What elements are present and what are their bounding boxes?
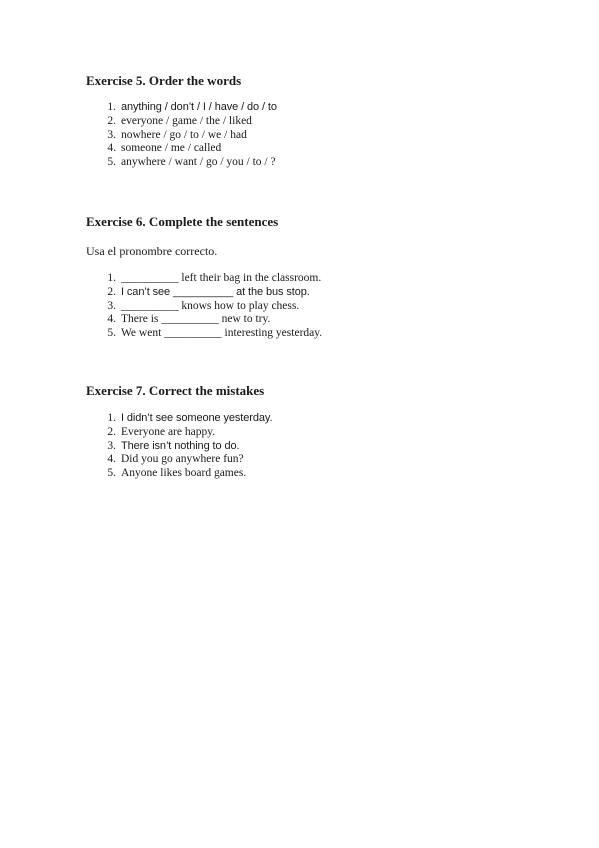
item-number: 1.: [107, 101, 116, 113]
exercise-7-heading: Exercise 7. Correct the mistakes: [86, 383, 265, 398]
item-number: 4.: [107, 453, 116, 466]
item-number: 2.: [107, 114, 116, 127]
item-number: 2.: [107, 285, 116, 298]
exercise-6-heading: Exercise 6. Complete the sentences: [86, 214, 279, 229]
item-text: nowhere / go / to / we / had: [121, 128, 247, 141]
item-text: everyone / game / the / liked: [121, 114, 252, 127]
item-text: someone / me / called: [121, 142, 222, 155]
exercise-5-heading: Exercise 5. Order the words: [86, 73, 242, 88]
item-number: 3.: [107, 299, 116, 312]
item-text: There is __________ new to try.: [121, 313, 271, 326]
item-number: 1.: [107, 272, 116, 284]
item-text: anything / don’t / I / have / do / to: [121, 101, 277, 113]
exercise-6-section: [86, 214, 546, 340]
item-number: 3.: [107, 439, 116, 452]
item-number: 4.: [107, 142, 116, 155]
item-text: We went __________ interesting yesterday.: [121, 327, 323, 340]
item-text: Anyone likes board games.: [121, 467, 247, 480]
item-number: 2.: [107, 425, 116, 438]
item-text: I can’t see __________ at the bus stop.: [121, 285, 310, 298]
item-number: 4.: [107, 313, 116, 326]
item-number: 5.: [107, 467, 116, 480]
item-text: Everyone are happy.: [121, 425, 216, 438]
item-text: Did you go anywhere fun?: [121, 453, 244, 466]
item-number: 5.: [107, 156, 116, 169]
item-text: I didn’t see someone yesterday.: [121, 412, 273, 424]
exercise-5-section: [86, 73, 546, 169]
item-number: 5.: [107, 327, 116, 340]
item-number: 1.: [107, 412, 116, 424]
item-text: There isn’t nothing to do.: [121, 439, 240, 452]
exercise-6-instruction: Usa el pronombre correcto.: [86, 244, 218, 258]
item-text: __________ left their bag in the classroom.: [121, 272, 322, 284]
item-text: anywhere / want / go / you / to / ?: [121, 156, 276, 169]
exercise-7-section: [86, 383, 546, 480]
item-number: 3.: [107, 128, 116, 141]
item-text: __________ knows how to play chess.: [121, 299, 300, 312]
